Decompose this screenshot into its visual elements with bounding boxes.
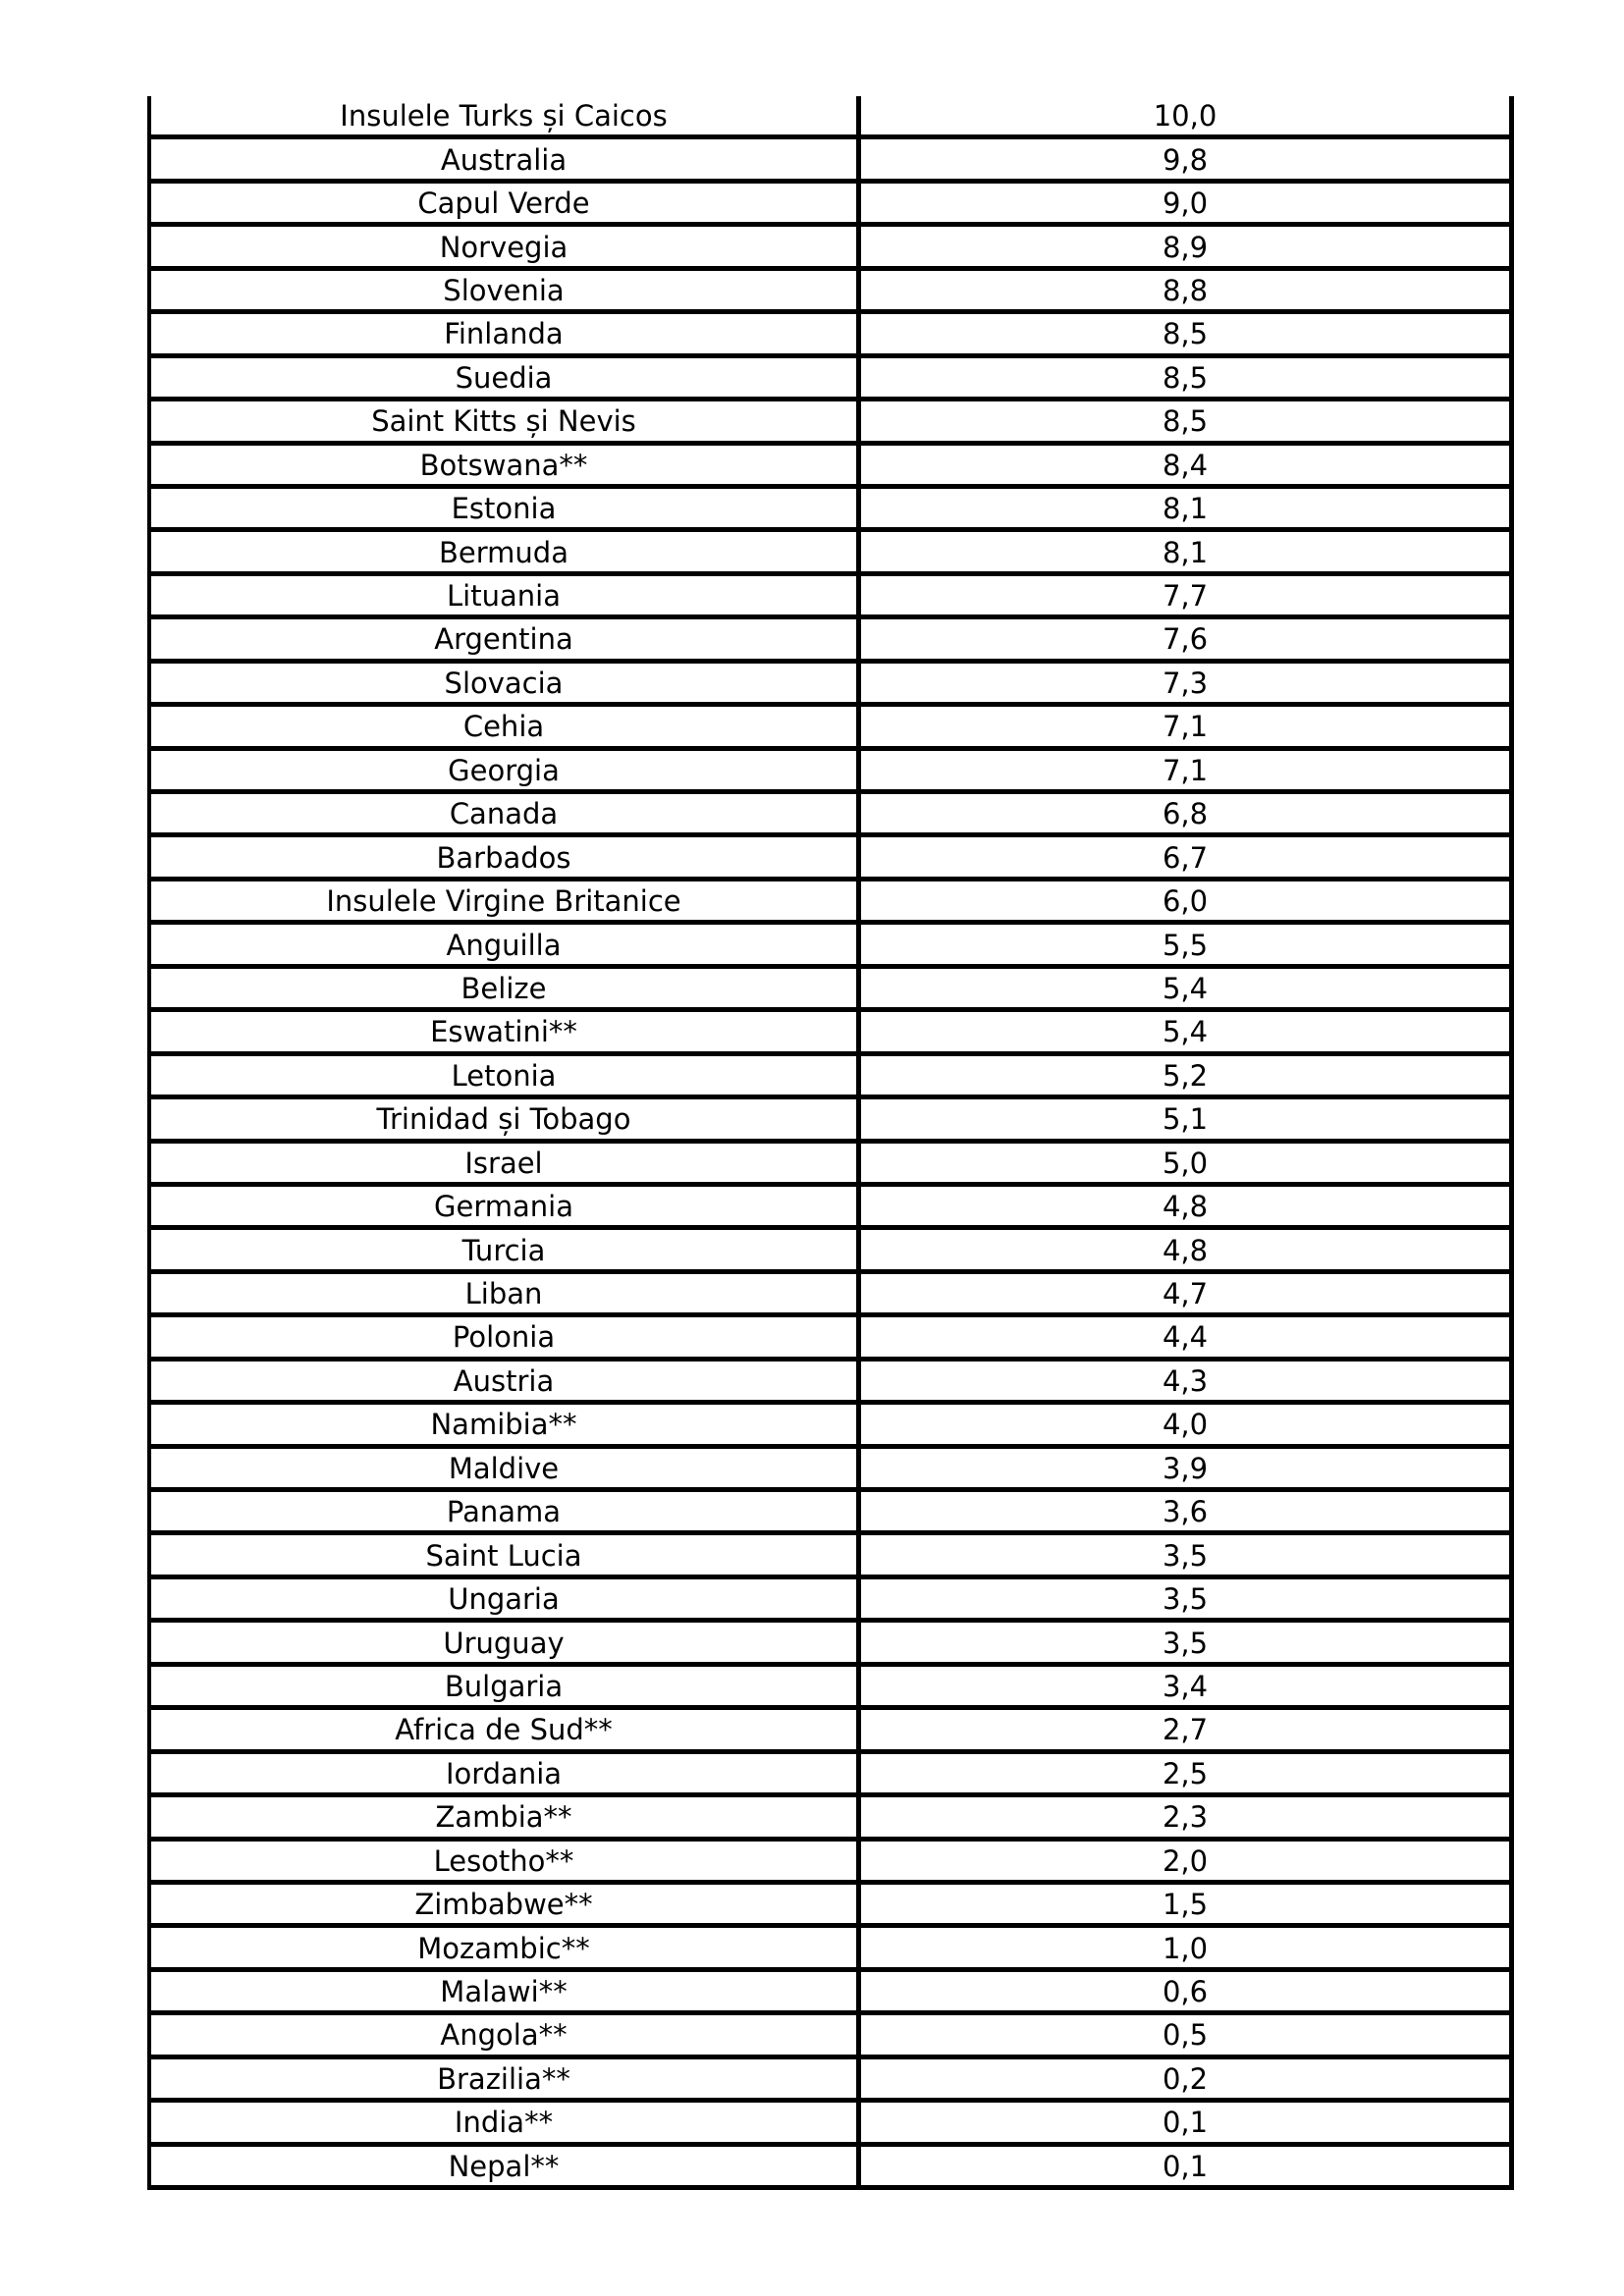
value-cell: 8,9	[1162, 230, 1209, 264]
country-cell: Barbados	[151, 837, 861, 876]
table-row	[151, 1797, 1509, 1841]
country-cell: Austria	[151, 1362, 861, 1400]
value-cell: 5,0	[1162, 1146, 1209, 1180]
value-cell: 5,5	[1162, 928, 1209, 962]
table-row	[151, 184, 1509, 227]
value-cell: 10,0	[1153, 99, 1218, 133]
value-cell: 8,4	[1162, 448, 1209, 482]
value-cell: 8,5	[1162, 317, 1209, 351]
table-row	[151, 2147, 1509, 2190]
country-cell: Angola**	[151, 2015, 861, 2054]
country-cell: Nepal**	[151, 2147, 861, 2185]
country-cell: Cehia	[151, 707, 861, 745]
table-row	[151, 358, 1509, 401]
table-row	[151, 881, 1509, 925]
table-row	[151, 446, 1509, 489]
table-row	[151, 1144, 1509, 1187]
value-cell: 6,0	[1162, 884, 1209, 919]
table-row	[151, 576, 1509, 619]
table-row	[151, 1972, 1509, 2015]
table-row	[151, 532, 1509, 575]
value-cell: 4,4	[1162, 1320, 1209, 1355]
value-cell: 9,0	[1162, 187, 1209, 221]
table-row	[151, 1667, 1509, 1710]
table-row	[151, 2015, 1509, 2058]
table-row	[151, 1710, 1509, 1753]
country-cell: Estonia	[151, 489, 861, 527]
country-cell: Brazilia**	[151, 2059, 861, 2098]
table-row	[151, 707, 1509, 750]
value-cell: 7,1	[1162, 753, 1209, 787]
table-row	[151, 401, 1509, 445]
table-row	[151, 1579, 1509, 1623]
country-cell: Capul Verde	[151, 184, 861, 222]
table-row	[151, 1623, 1509, 1666]
country-cell: Canada	[151, 794, 861, 832]
country-cell: Belize	[151, 969, 861, 1007]
value-cell: 8,8	[1162, 273, 1209, 307]
country-cell: Lesotho**	[151, 1842, 861, 1880]
value-cell: 4,7	[1162, 1277, 1209, 1311]
table-row	[151, 96, 1509, 139]
country-cell: Germania	[151, 1187, 861, 1225]
value-cell: 1,5	[1162, 1888, 1209, 1922]
value-cell: 2,7	[1162, 1713, 1209, 1747]
table-row	[151, 1928, 1509, 1971]
country-cell: Polonia	[151, 1317, 861, 1356]
country-cell: Australia	[151, 139, 861, 178]
value-cell: 5,1	[1162, 1102, 1209, 1137]
value-cell: 3,5	[1162, 1538, 1209, 1573]
value-cell: 3,5	[1162, 1626, 1209, 1660]
table-row	[151, 227, 1509, 270]
country-cell: Uruguay	[151, 1623, 861, 1661]
country-cell: Botswana**	[151, 446, 861, 484]
table-row	[151, 2103, 1509, 2146]
value-cell: 0,6	[1162, 1975, 1209, 2009]
country-cell: Malawi**	[151, 1972, 861, 2010]
table-row	[151, 925, 1509, 968]
country-cell: Suedia	[151, 358, 861, 397]
country-cell: Bermuda	[151, 532, 861, 570]
value-cell: 8,1	[1162, 535, 1209, 569]
value-cell: 2,0	[1162, 1843, 1209, 1878]
country-cell: Panama	[151, 1492, 861, 1530]
table-row	[151, 619, 1509, 663]
table-row	[151, 1885, 1509, 1928]
country-cell: Maldive	[151, 1449, 861, 1487]
table-row	[151, 664, 1509, 707]
table-row	[151, 489, 1509, 532]
country-cell: Georgia	[151, 751, 861, 789]
table-row	[151, 1012, 1509, 1055]
country-cell: Iordania	[151, 1754, 861, 1792]
country-ranking-table	[147, 96, 1514, 2190]
value-cell: 4,8	[1162, 1190, 1209, 1224]
value-cell: 3,4	[1162, 1669, 1209, 1703]
value-cell: 3,9	[1162, 1451, 1209, 1485]
country-cell: India**	[151, 2103, 861, 2141]
table-row	[151, 1317, 1509, 1361]
value-cell: 0,5	[1162, 2018, 1209, 2053]
table-row	[151, 1056, 1509, 1099]
table-row	[151, 1230, 1509, 1273]
country-cell: Insulele Turks și Caicos	[151, 96, 861, 134]
country-cell: Turcia	[151, 1230, 861, 1268]
country-cell: Letonia	[151, 1056, 861, 1095]
table-row	[151, 1842, 1509, 1885]
table-row	[151, 794, 1509, 837]
value-cell: 0,1	[1162, 2106, 1209, 2140]
country-cell: Bulgaria	[151, 1667, 861, 1705]
value-cell: 0,1	[1162, 2149, 1209, 2183]
country-cell: Insulele Virgine Britanice	[151, 881, 861, 920]
country-cell: Mozambic**	[151, 1928, 861, 1966]
table-row	[151, 1449, 1509, 1492]
value-cell: 3,5	[1162, 1582, 1209, 1617]
table-row	[151, 1535, 1509, 1578]
country-cell: Liban	[151, 1274, 861, 1312]
table-row	[151, 139, 1509, 183]
country-cell: Anguilla	[151, 925, 861, 963]
table-row	[151, 751, 1509, 794]
table-row	[151, 1362, 1509, 1405]
country-cell: Zambia**	[151, 1797, 861, 1836]
value-cell: 7,7	[1162, 579, 1209, 614]
table-row	[151, 1754, 1509, 1797]
country-cell: Zimbabwe**	[151, 1885, 861, 1923]
value-cell: 7,6	[1162, 622, 1209, 657]
country-cell: Norvegia	[151, 227, 861, 265]
table-row	[151, 1187, 1509, 1230]
value-cell: 7,1	[1162, 710, 1209, 744]
country-cell: Eswatini**	[151, 1012, 861, 1050]
table-row	[151, 1405, 1509, 1448]
value-cell: 4,8	[1162, 1233, 1209, 1267]
value-cell: 8,1	[1162, 492, 1209, 526]
country-cell: Saint Lucia	[151, 1535, 861, 1574]
value-cell: 5,2	[1162, 1058, 1209, 1093]
value-cell: 2,5	[1162, 1756, 1209, 1790]
value-cell: 6,7	[1162, 840, 1209, 875]
value-cell: 4,0	[1162, 1408, 1209, 1442]
country-cell: Ungaria	[151, 1579, 861, 1618]
country-cell: Lituania	[151, 576, 861, 614]
table-row	[151, 837, 1509, 881]
table-row	[151, 1492, 1509, 1535]
country-cell: Slovacia	[151, 664, 861, 702]
value-cell: 0,2	[1162, 2061, 1209, 2096]
table-row	[151, 1274, 1509, 1317]
value-cell: 2,3	[1162, 1800, 1209, 1835]
country-cell: Trinidad și Tobago	[151, 1099, 861, 1138]
country-cell: Argentina	[151, 619, 861, 658]
table-row	[151, 314, 1509, 357]
table-row	[151, 1099, 1509, 1143]
table-row	[151, 969, 1509, 1012]
country-cell: Israel	[151, 1144, 861, 1182]
value-cell: 1,0	[1162, 1931, 1209, 1965]
value-cell: 8,5	[1162, 360, 1209, 395]
country-cell: Finlanda	[151, 314, 861, 352]
table-row	[151, 271, 1509, 314]
table-row	[151, 2059, 1509, 2103]
country-cell: Slovenia	[151, 271, 861, 309]
country-cell: Namibia**	[151, 1405, 861, 1443]
country-cell: Saint Kitts și Nevis	[151, 401, 861, 440]
country-cell: Africa de Sud**	[151, 1710, 861, 1748]
value-cell: 5,4	[1162, 971, 1209, 1005]
value-cell: 3,6	[1162, 1495, 1209, 1529]
value-cell: 9,8	[1162, 142, 1209, 177]
value-cell: 7,3	[1162, 666, 1209, 700]
value-cell: 6,8	[1162, 797, 1209, 831]
value-cell: 8,5	[1162, 404, 1209, 439]
value-cell: 5,4	[1162, 1015, 1209, 1049]
value-cell: 4,3	[1162, 1363, 1209, 1398]
